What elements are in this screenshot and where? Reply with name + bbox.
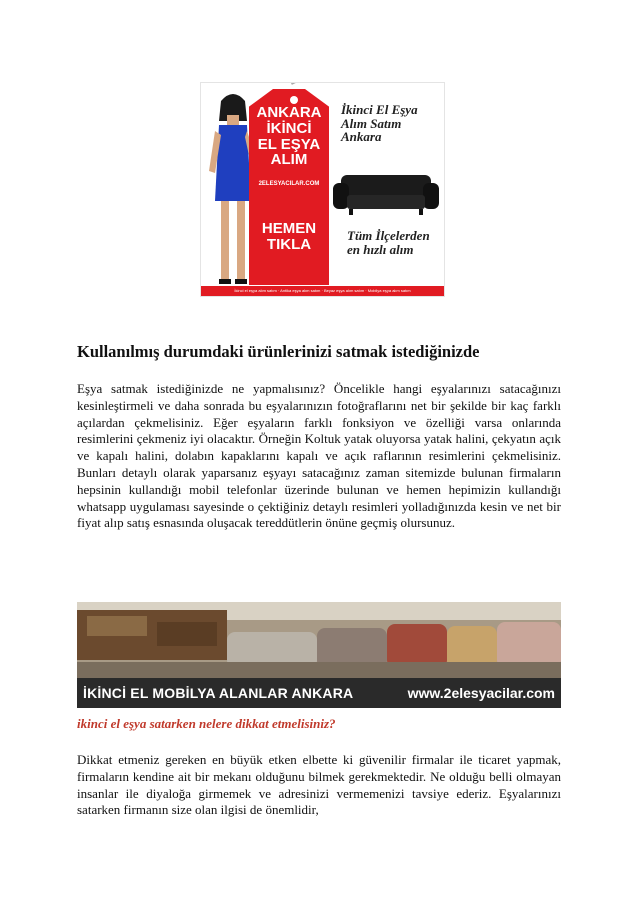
furniture-banner-url[interactable]: www.2elesyacilar.com (407, 685, 555, 701)
tag-title: ANKARA İKİNCİ EL EŞYA ALIM (256, 104, 322, 169)
banner-footer-strip: İkinci el eşya alım satım · Antika eşya alım satım · Beyaz eşya alım satım · Mobilya eşya alım satım (201, 286, 444, 296)
tag-cta[interactable]: HEMEN TIKLA (261, 220, 317, 253)
furniture-ad-banner[interactable] (77, 602, 561, 708)
tag-hole (290, 96, 298, 104)
banner-right-subtitle: Tüm İlçelerden en hızlı alım (347, 228, 430, 257)
section-1-heading: Kullanılmış durumdaki ürünlerinizi satmak istediğinizde (77, 342, 480, 361)
section-1-paragraph: Eşya satmak istediğinizde ne yapmalısınız? Öncelikle hangi eşyalarınızı satacağınızı kesinleştirmeli ve daha sonrada bu eşyalarınızın fotoğraflarını net bir şekilde bir kaç farklı açılardan çekmelisiniz. Eğer eşyaların farklı fonksiyon ve özelliği varsa onlarında resimlerini çekmeniz iyi olacaktır. Örneğin Koltuk yatak oluyorsa yatak halini, çekyatın açık ve kapalı halini, dolabın kapaklarını kapalı ve açık raflarının resimlerini çekmelisiniz. Bunları detaylı olarak yaparsanız eşyayı satacağınız zaman sitemizde bulunan firmaların hepsinin kullandığı mobil telefonlar üzerinde bulunan ve hemen hepimizin kullandığı whatsapp uygulaması sayesinde o çektiğiniz detaylı resimleri yolladığınızda kesin ve net bir fiyat alıp satış esnasında oluşacak tereddütlerin önüne geçmiş olursunuz. (77, 381, 561, 531)
banner-right-title: İkinci El Eşya Alım Satım Ankara (341, 102, 418, 145)
top-ad-banner[interactable] (200, 82, 445, 297)
furniture-store-photo (77, 602, 561, 678)
sofa-illustration (333, 169, 439, 217)
furniture-banner-title: İKİNCİ EL MOBİLYA ALANLAR ANKARA (83, 685, 354, 701)
furniture-banner-bar (77, 678, 561, 708)
section-2-paragraph: Dikkat etmeniz gereken en büyük etken elbette ki güvenilir firmalar ile ticaret yapmak, firmaların kendine ait bir mekanı olduğunu bilmek gerekmektedir. Ne olduğu belli olmayan insanlar ile diyaloğa girmemek ve adresinizi vermemenizi tavsiye ederiz. Eşyalarınızı satarken firmanın size olan ilgisi de önemlidir, (77, 752, 561, 818)
tag-site: 2ELESYACILAR.COM (258, 181, 320, 187)
section-2-heading: ikinci el eşya satarken nelere dikkat etmelisiniz? (77, 716, 336, 731)
